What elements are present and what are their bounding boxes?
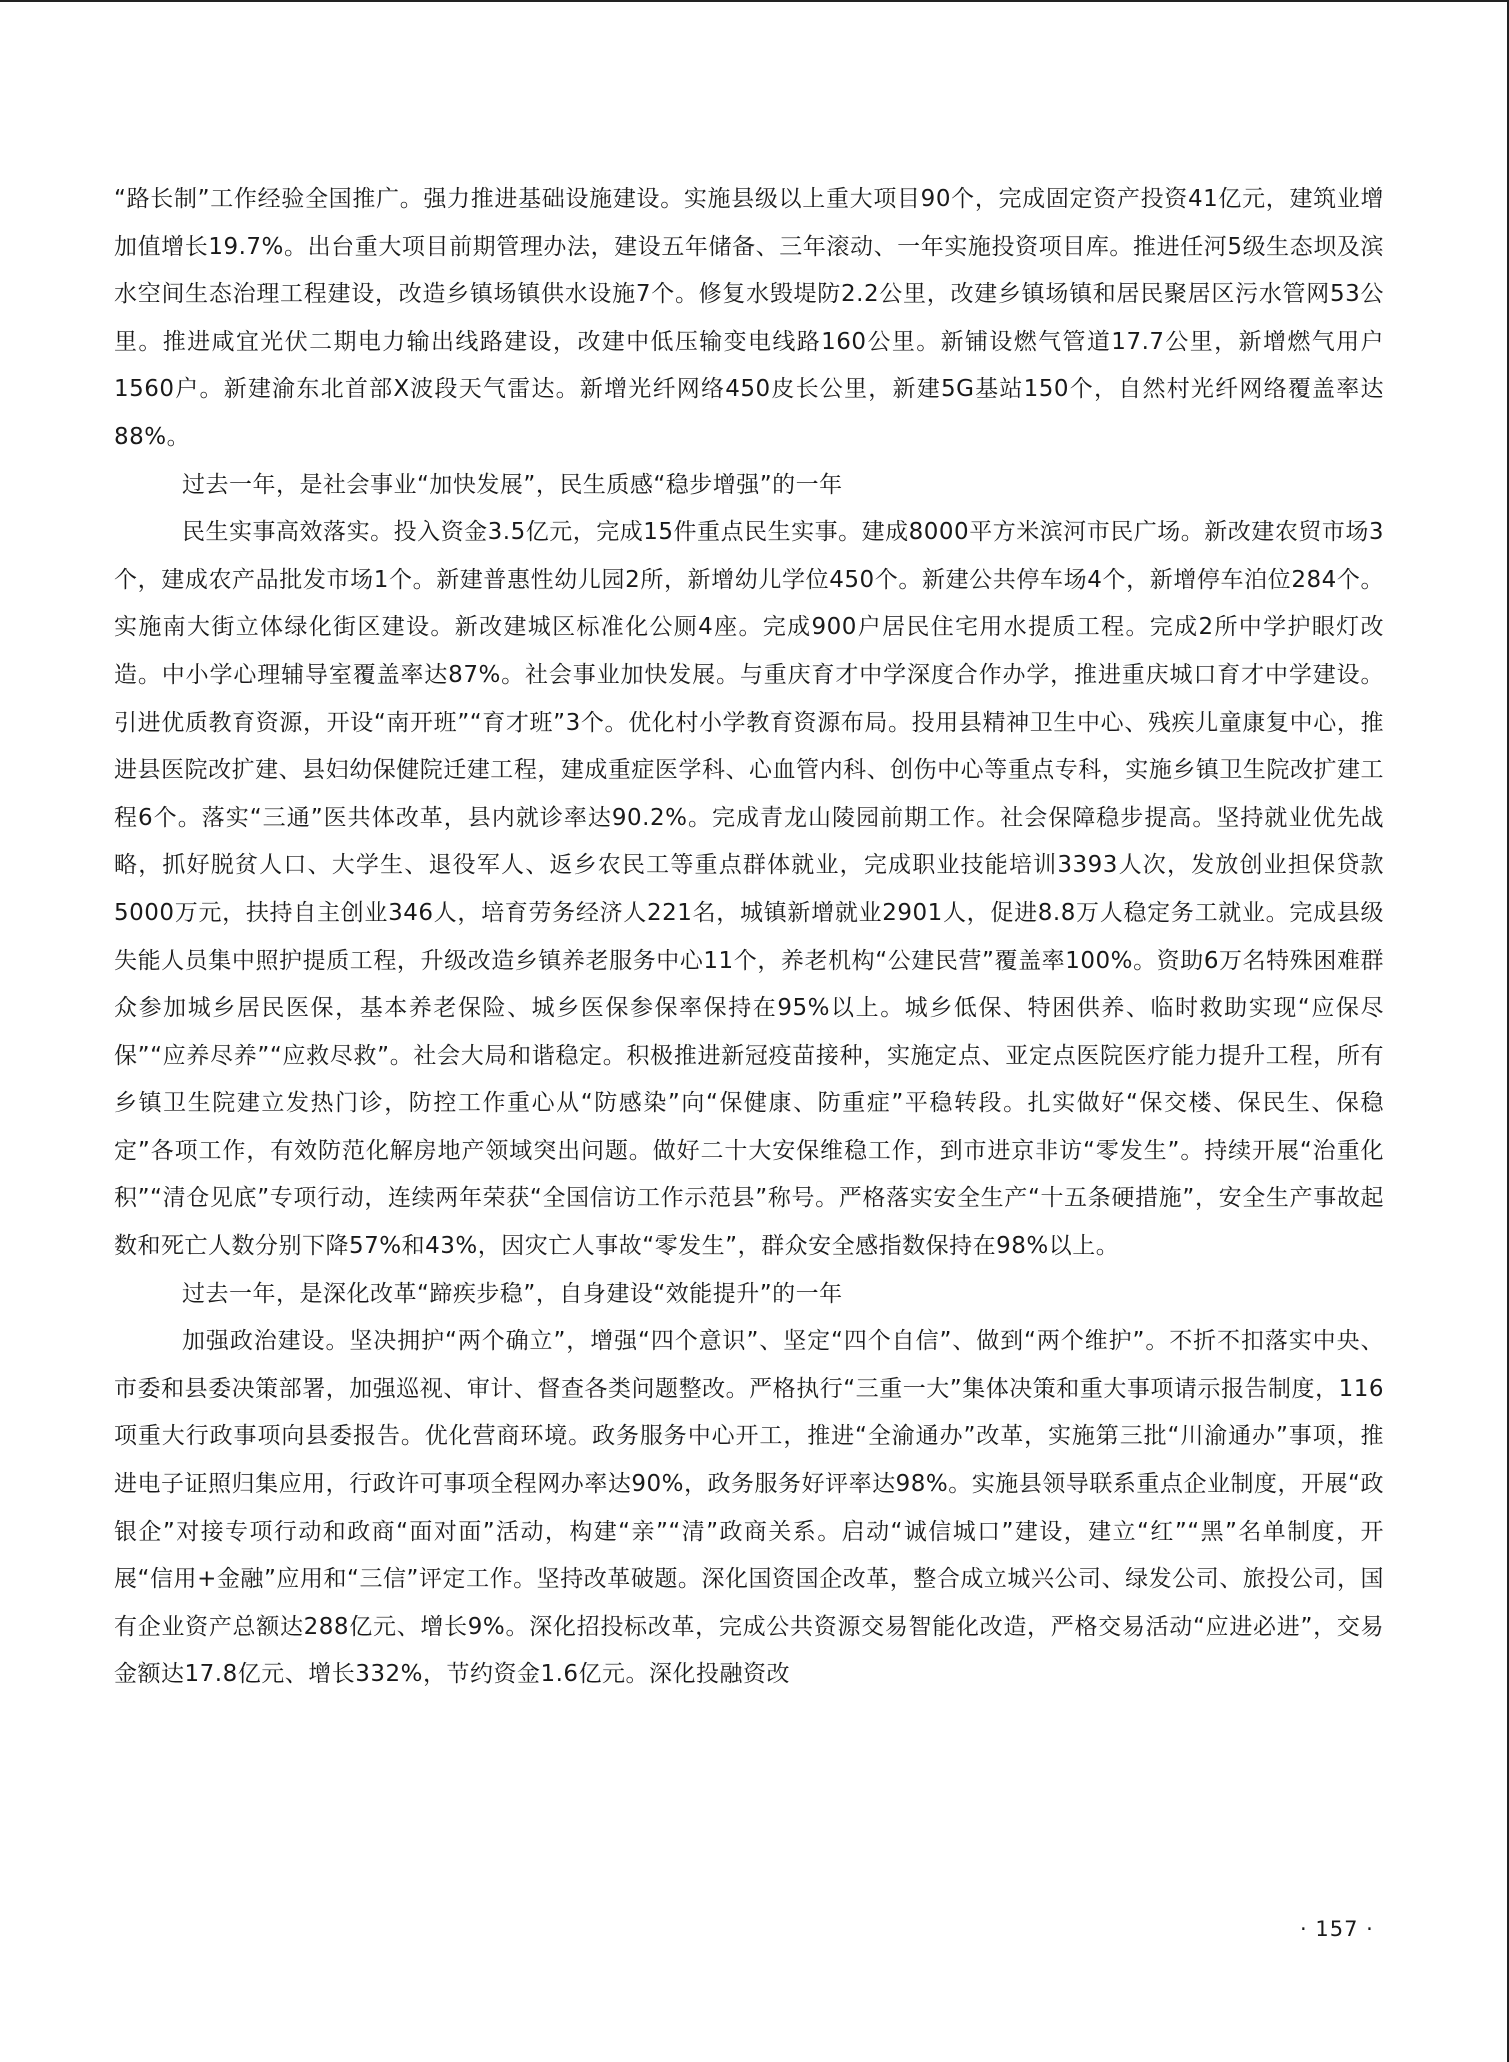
paragraph-infrastructure: “路长制”工作经验全国推广。强力推进基础设施建设。实施县级以上重大项目90个，完成固定资产投资41亿元，建筑业增加值增长19.7%。出台重大项目前期管理办法，建设五年储备、三年滚动、一年实施投资项目库。推进任河5级生态坝及滨水空间生态治理工程建设，改造乡镇场镇供水设施7个。修复水毁堤防2.2公里，改建乡镇场镇和居民聚居区污水管网53公里。推进咸宜光伏二期电力输出线路建设，改建中低压输变电线路160公里。新铺设燃气管道17.7公里，新增燃气用户1560户。新建渝东北首部X波段天气雷达。新增光纤网络450皮长公里，新建5G基站150个，自然村光纤网络覆盖率达88%。 (114, 186, 1384, 450)
document-body (114, 176, 1384, 1699)
section-heading-reform: 过去一年，是深化改革“蹄疾步稳”，自身建设“效能提升”的一年 (182, 1280, 843, 1307)
page-number: · 157 · (1300, 1917, 1374, 1941)
section-heading-social-affairs: 过去一年，是社会事业“加快发展”，民生质感“稳步增强”的一年 (182, 471, 843, 498)
paragraph-political-construction: 加强政治建设。坚决拥护“两个确立”，增强“四个意识”、坚定“四个自信”、做到“两个维护”。不折不扣落实中央、市委和县委决策部署，加强巡视、审计、督查各类问题整改。严格执行“三重一大”集体决策和重大事项请示报告制度，116项重大行政事项向县委报告。优化营商环境。政务服务中心开工，推进“全渝通办”改革，实施第三批“川渝通办”事项，推进电子证照归集应用，行政许可事项全程网办率达90%，政务服务好评率达98%。实施县领导联系重点企业制度，开展“政银企”对接专项行动和政商“面对面”活动，构建“亲”“清”政商关系。启动“诚信城口”建设，建立“红”“黑”名单制度，开展“信用+金融”应用和“三信”评定工作。坚持改革破题。深化国资国企改革，整合成立城兴公司、绿发公司、旅投公司，国有企业资产总额达288亿元、增长9%。深化招投标改革，完成公共资源交易智能化改造，严格交易活动“应进必进”，交易金额达17.8亿元、增长332%，节约资金1.6亿元。深化投融资改 (114, 1328, 1384, 1688)
page-border-top (0, 0, 1509, 2)
paragraph-livelihood: 民生实事高效落实。投入资金3.5亿元，完成15件重点民生实事。建成8000平方米滨河市民广场。新改建农贸市场3个，建成农产品批发市场1个。新建普惠性幼儿园2所，新增幼儿学位450个。新建公共停车场4个，新增停车泊位284个。实施南大街立体绿化街区建设。新改建城区标准化公厕4座。完成900户居民住宅用水提质工程。完成2所中学护眼灯改造。中小学心理辅导室覆盖率达87%。社会事业加快发展。与重庆育才中学深度合作办学，推进重庆城口育才中学建设。引进优质教育资源，开设“南开班”“育才班”3个。优化村小学教育资源布局。投用县精神卫生中心、残疾儿童康复中心，推进县医院改扩建、县妇幼保健院迁建工程，建成重症医学科、心血管内科、创伤中心等重点专科，实施乡镇卫生院改扩建工程6个。落实“三通”医共体改革，县内就诊率达90.2%。完成青龙山陵园前期工作。社会保障稳步提高。坚持就业优先战略，抓好脱贫人口、大学生、退役军人、返乡农民工等重点群体就业，完成职业技能培训3393人次，发放创业担保贷款5000万元，扶持自主创业346人，培育劳务经济人221名，城镇新增就业2901人，促进8.8万人稳定务工就业。完成县级失能人员集中照护提质工程，升级改造乡镇养老服务中心11个，养老机构“公建民营”覆盖率100%。资助6万名特殊困难群众参加城乡居民医保，基本养老保险、城乡医保参保率保持在95%以上。城乡低保、特困供养、临时救助实现“应保尽保”“应养尽养”“应救尽救”。社会大局和谐稳定。积极推进新冠疫苗接种，实施定点、亚定点医院医疗能力提升工程，所有乡镇卫生院建立发热门诊，防控工作重心从“防感染”向“保健康、防重症”平稳转段。扎实做好“保交楼、保民生、保稳定”各项工作，有效防范化解房地产领域突出问题。做好二十大安保维稳工作，到市进京非访“零发生”。持续开展“治重化积”“清仓见底”专项行动，连续两年荣获“全国信访工作示范县”称号。严格落实安全生产“十五条硬措施”，安全生产事故起数和死亡人数分别下降57%和43%，因灾亡人事故“零发生”，群众安全感指数保持在98%以上。 (114, 519, 1384, 1260)
